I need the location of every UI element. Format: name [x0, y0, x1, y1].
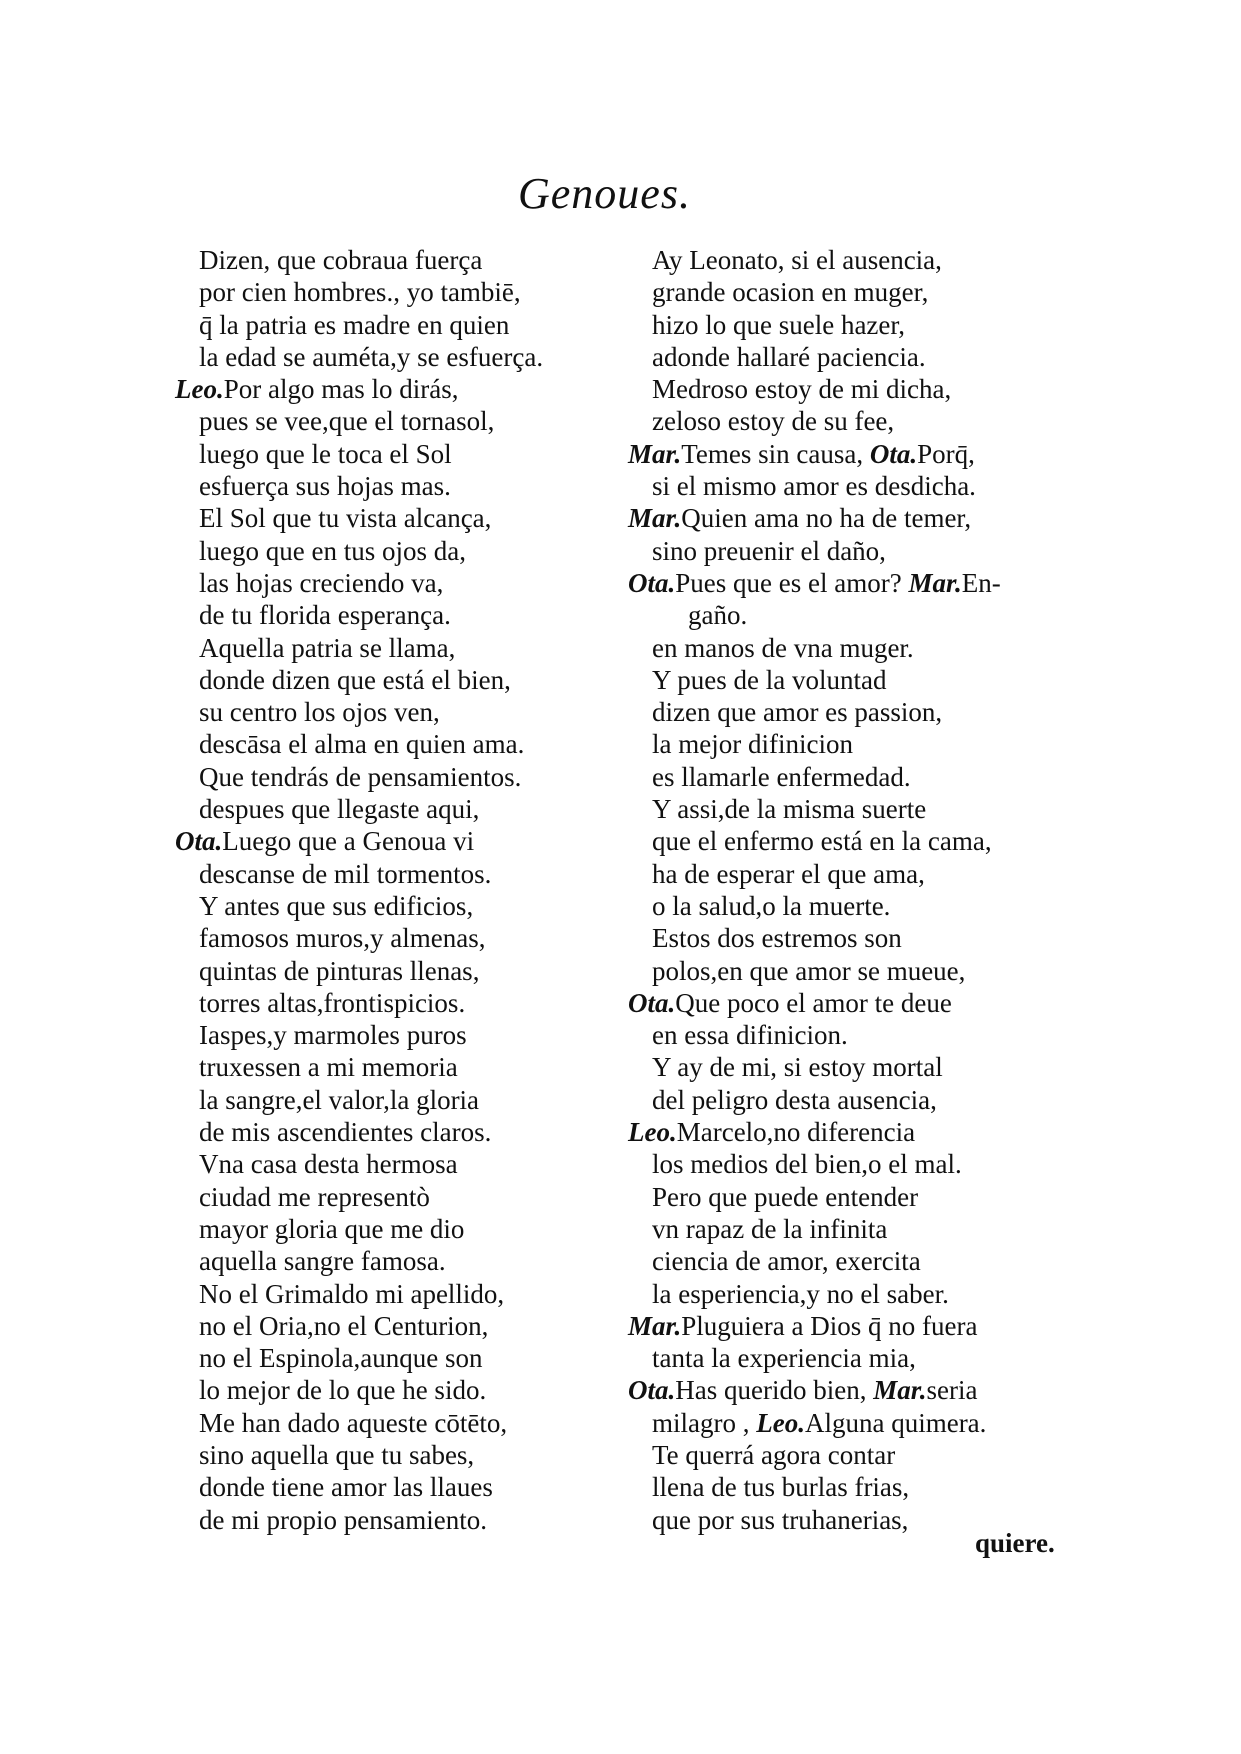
verse-line — [175, 825, 605, 857]
verse-text: Y pues de la voluntad — [652, 664, 887, 695]
verse-line — [628, 1213, 1078, 1245]
verse-line — [175, 1504, 605, 1536]
verse-line — [175, 955, 605, 987]
verse-text: que por sus truhanerias, — [652, 1504, 909, 1535]
verse-line — [175, 1116, 605, 1148]
verse-text: Quien ama no ha de temer, — [681, 503, 972, 534]
verse-line — [628, 858, 1078, 890]
verse-line — [628, 567, 1078, 599]
verse-line — [175, 987, 605, 1019]
verse-line — [175, 567, 605, 599]
verse-text: Temes sin causa, — [681, 438, 864, 469]
verse-text: donde tiene amor las llaues — [199, 1472, 493, 1503]
verse-text: Aquella patria se llama, — [199, 632, 456, 663]
speaker-label: Ota. — [175, 826, 223, 857]
verse-line — [628, 1148, 1078, 1180]
verse-text: q̄ la patria es madre en quien — [199, 309, 510, 340]
speaker-label: Mar. — [628, 1310, 682, 1341]
verse-line — [175, 761, 605, 793]
verse-line — [175, 858, 605, 890]
verse-text: no el Oria,no el Centurion, — [199, 1310, 489, 1341]
verse-line — [628, 502, 1078, 534]
verse-text: El Sol que tu vista alcança, — [199, 503, 492, 534]
verse-line — [175, 1278, 605, 1310]
verse-text: tanta la experiencia mia, — [652, 1343, 916, 1374]
verse-line — [175, 1148, 605, 1180]
verse-text: sino preuenir el daño, — [652, 535, 886, 566]
verse-text: Vna casa desta hermosa — [199, 1149, 458, 1180]
verse-text: milagro , — [652, 1407, 750, 1438]
verse-text: Y ay de mi, si estoy mortal — [652, 1052, 943, 1083]
verse-text: Y assi,de la misma suerte — [652, 794, 927, 825]
verse-text: la mejor difinicion — [652, 729, 853, 760]
verse-text: despues que llegaste aqui, — [199, 794, 480, 825]
verse-line — [628, 1084, 1078, 1116]
verse-line — [628, 438, 1078, 470]
verse-text: si el mismo amor es desdicha. — [652, 471, 976, 502]
verse-line — [175, 922, 605, 954]
verse-line — [175, 1084, 605, 1116]
speaker-label: Ota. — [869, 438, 918, 469]
verse-line — [628, 632, 1078, 664]
verse-text: grande ocasion en muger, — [652, 277, 929, 308]
verse-line — [628, 535, 1078, 567]
verse-line — [628, 1019, 1078, 1051]
verse-line — [175, 1342, 605, 1374]
verse-text: seria — [926, 1375, 978, 1406]
verse-line — [628, 1278, 1078, 1310]
verse-text: luego que le toca el Sol — [199, 438, 452, 469]
verse-text: vn rapaz de la infinita — [652, 1213, 888, 1244]
verse-line — [628, 922, 1078, 954]
verse-text: En- — [961, 567, 1001, 598]
verse-line — [628, 1181, 1078, 1213]
verse-text: del peligro desta ausencia, — [652, 1084, 937, 1115]
verse-line — [175, 1439, 605, 1471]
verse-text: sino aquella que tu sabes, — [199, 1439, 475, 1470]
verse-line — [175, 599, 605, 631]
verse-text: Porq̄, — [917, 438, 975, 469]
verse-line — [175, 438, 605, 470]
verse-line — [628, 373, 1078, 405]
verse-text: Te querrá agora contar — [652, 1439, 896, 1470]
verse-line — [628, 793, 1078, 825]
verse-line — [175, 1471, 605, 1503]
verse-line — [175, 1051, 605, 1083]
verse-text: Me han dado aqueste cōtēto, — [199, 1407, 508, 1438]
verse-text: de mi propio pensamiento. — [199, 1504, 487, 1535]
verse-line — [628, 1342, 1078, 1374]
verse-text: polos,en que amor se mueue, — [652, 955, 966, 986]
speaker-label: Leo. — [756, 1407, 805, 1438]
speaker-label: Mar. — [628, 438, 682, 469]
verse-line — [628, 1245, 1078, 1277]
verse-line — [175, 1245, 605, 1277]
verse-text: pues se vee,que el tornasol, — [199, 406, 495, 437]
verse-line — [628, 599, 1078, 631]
verse-text: gaño. — [688, 600, 748, 631]
verse-text: los medios del bien,o el mal. — [652, 1149, 962, 1180]
verse-line — [175, 664, 605, 696]
verse-line — [175, 632, 605, 664]
verse-text: Has querido bien, — [675, 1375, 867, 1406]
left-verse-column — [175, 244, 605, 1536]
verse-line — [628, 276, 1078, 308]
verse-text: ciencia de amor, exercita — [652, 1246, 921, 1277]
verse-text: aquella sangre famosa. — [199, 1246, 446, 1277]
speaker-label: Ota. — [628, 567, 676, 598]
verse-line — [175, 405, 605, 437]
verse-text: Luego que a Genoua vi — [222, 826, 475, 857]
verse-line — [175, 1213, 605, 1245]
verse-line — [175, 276, 605, 308]
verse-text: zeloso estoy de su fee, — [652, 406, 895, 437]
verse-line — [175, 1019, 605, 1051]
verse-text: ciudad me representò — [199, 1181, 430, 1212]
verse-line — [175, 309, 605, 341]
verse-line — [628, 987, 1078, 1019]
verse-text: Estos dos estremos son — [652, 923, 902, 954]
verse-text: es llamarle enfermedad. — [652, 761, 911, 792]
verse-text: Medroso estoy de mi dicha, — [652, 374, 952, 405]
speaker-label: Leo. — [175, 374, 224, 405]
right-verse-column — [628, 244, 1078, 1536]
verse-line — [628, 1310, 1078, 1342]
verse-text: Que poco el amor te deue — [675, 987, 952, 1018]
verse-text: dizen que amor es passion, — [652, 697, 943, 728]
verse-line — [175, 793, 605, 825]
verse-text: Iaspes,y marmoles puros — [199, 1020, 467, 1051]
verse-text: de mis ascendientes claros. — [199, 1117, 492, 1148]
speaker-label: Ota. — [628, 1375, 676, 1406]
verse-line — [175, 502, 605, 534]
verse-text: hizo lo que suele hazer, — [652, 309, 906, 340]
verse-text: Ay Leonato, si el ausencia, — [652, 245, 942, 275]
verse-line — [175, 890, 605, 922]
verse-line — [628, 696, 1078, 728]
verse-text: No el Grimaldo mi apellido, — [199, 1278, 505, 1309]
verse-line — [628, 761, 1078, 793]
verse-line — [175, 341, 605, 373]
verse-text: adonde hallaré paciencia. — [652, 341, 926, 372]
verse-text: ha de esperar el que ama, — [652, 858, 925, 889]
verse-text: donde dizen que está el bien, — [199, 664, 511, 695]
verse-text: Pues que es el amor? — [675, 567, 902, 598]
verse-text: Que tendrás de pensamientos. — [199, 761, 522, 792]
verse-line — [628, 1407, 1078, 1439]
verse-text: Pero que puede entender — [652, 1181, 919, 1212]
verse-line — [628, 1471, 1078, 1503]
verse-line — [175, 470, 605, 502]
speaker-label: Mar. — [908, 567, 962, 598]
verse-line — [175, 728, 605, 760]
verse-line — [628, 728, 1078, 760]
verse-line — [628, 1116, 1078, 1148]
verse-text: la sangre,el valor,la gloria — [199, 1084, 480, 1115]
verse-line — [628, 664, 1078, 696]
verse-text: quintas de pinturas llenas, — [199, 955, 480, 986]
verse-text: la edad se auméta,y se esfuerça. — [199, 341, 544, 372]
verse-line — [628, 341, 1078, 373]
verse-text: Y antes que sus edificios, — [199, 890, 474, 921]
verse-line — [628, 890, 1078, 922]
verse-line — [628, 1051, 1078, 1083]
verse-text: de tu florida esperança. — [199, 600, 451, 631]
verse-text: Dizen, que cobraua fuerça — [199, 245, 483, 275]
verse-text: en manos de vna muger. — [652, 632, 914, 663]
verse-text: su centro los ojos ven, — [199, 697, 440, 728]
speaker-label: Leo. — [628, 1117, 677, 1148]
verse-text: descanse de mil tormentos. — [199, 858, 492, 889]
verse-line — [628, 244, 1078, 276]
verse-text: que el enfermo está en la cama, — [652, 826, 992, 857]
running-head: Genoues. — [518, 169, 691, 218]
verse-text: esfuerça sus hojas mas. — [199, 471, 451, 502]
verse-line — [175, 1407, 605, 1439]
verse-line — [175, 535, 605, 567]
verse-text: Marcelo,no diferencia — [676, 1117, 916, 1148]
verse-text: famosos muros,y almenas, — [199, 923, 486, 954]
verse-line — [175, 696, 605, 728]
catchword: quiere. — [975, 1528, 1055, 1558]
verse-line — [175, 244, 605, 276]
verse-text: Alguna quimera. — [804, 1407, 987, 1438]
verse-text: luego que en tus ojos da, — [199, 535, 466, 566]
speaker-label: Mar. — [628, 503, 682, 534]
verse-line — [175, 373, 605, 405]
verse-text: no el Espinola,aunque son — [199, 1343, 483, 1374]
speaker-label: Ota. — [628, 987, 676, 1018]
verse-line — [175, 1374, 605, 1406]
verse-line — [628, 955, 1078, 987]
verse-line — [628, 1439, 1078, 1471]
verse-text: las hojas creciendo va, — [199, 567, 444, 598]
verse-text: descāsa el alma en quien ama. — [199, 729, 525, 760]
verse-text: en essa difinicion. — [652, 1020, 848, 1051]
verse-text: por cien hombres., yo tambiē, — [199, 277, 521, 308]
verse-line — [175, 1181, 605, 1213]
verse-line — [175, 1310, 605, 1342]
speaker-label: Mar. — [873, 1375, 927, 1406]
verse-line — [628, 825, 1078, 857]
verse-text: Por algo mas lo dirás, — [223, 374, 459, 405]
verse-line — [628, 309, 1078, 341]
verse-text: llena de tus burlas frias, — [652, 1472, 910, 1503]
verse-line — [628, 470, 1078, 502]
verse-text: o la salud,o la muerte. — [652, 890, 891, 921]
verse-line — [628, 1374, 1078, 1406]
verse-text: truxessen a mi memoria — [199, 1052, 458, 1083]
verse-line — [628, 405, 1078, 437]
verse-text: torres altas,frontispicios. — [199, 987, 466, 1018]
verse-text: lo mejor de lo que he sido. — [199, 1375, 487, 1406]
verse-text: mayor gloria que me dio — [199, 1213, 465, 1244]
verse-text: Pluguiera a Dios q̄ no fuera — [681, 1310, 978, 1341]
verse-text: la esperiencia,y no el saber. — [652, 1278, 949, 1309]
